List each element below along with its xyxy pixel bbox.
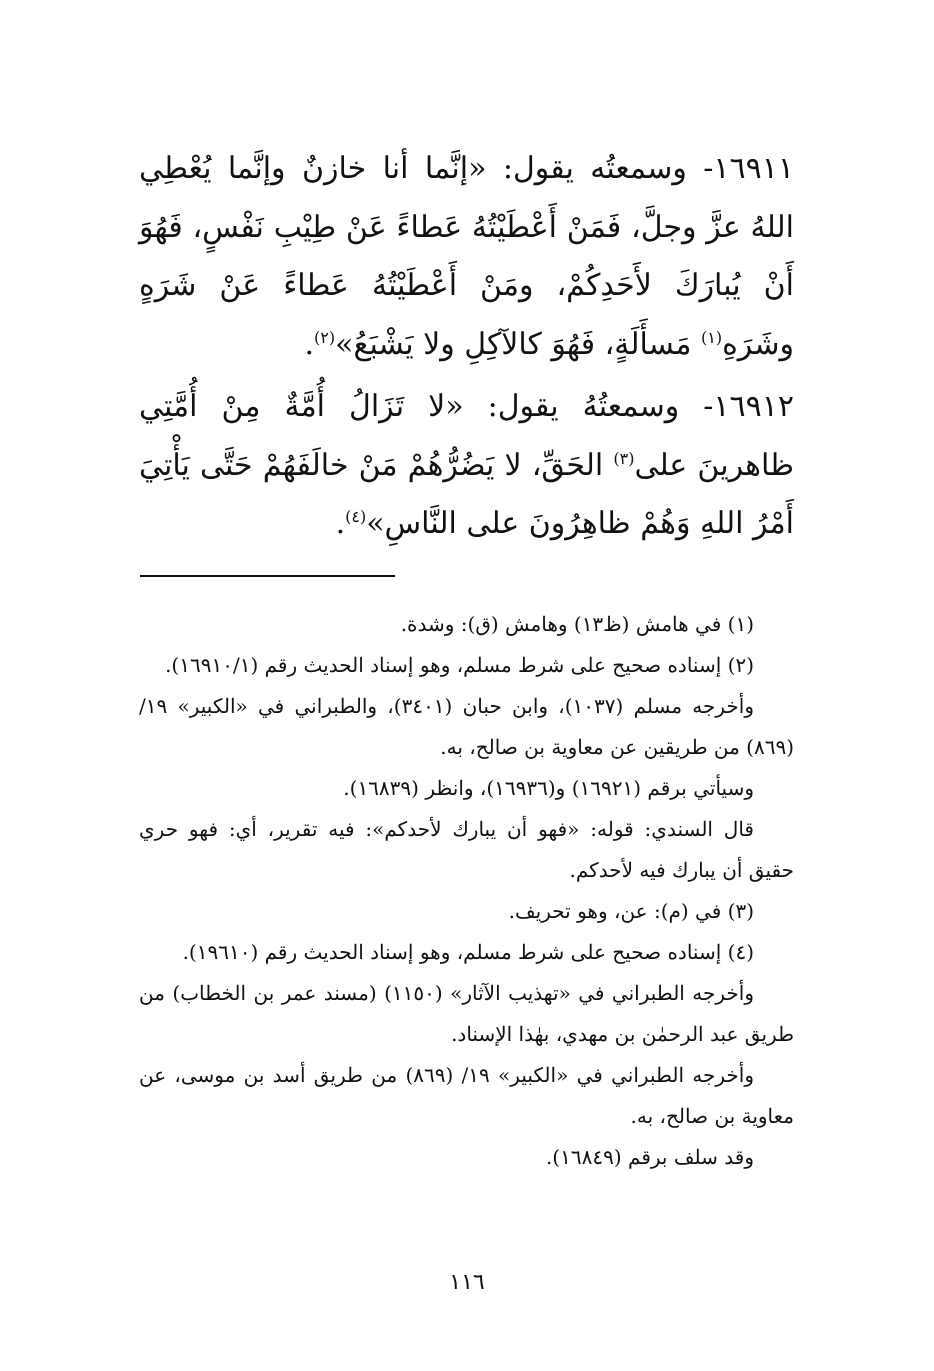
main-text [139,140,794,558]
footnote-2-see-also: وسيأتي برقم (١٦٩٢١) و(١٦٩٣٦)، وانظر (١٦٨٣٩). [343,776,754,800]
footnote-ref-2[interactable]: (٢) [314,327,336,347]
footnote-ref-4[interactable]: (٤) [345,507,367,526]
footnote-1: (١) في هامش (ظ١٣) وهامش (ق): وشدة. [400,612,754,636]
footnote-4-previous: وقد سلف برقم (١٦٨٤٩). [545,1145,754,1169]
footnote-2-sources: وأخرجه مسلم (١٠٣٧)، وابن حبان (٣٤٠١)، والطبراني في «الكبير» ١٩/ (٨٦٩) من طريقين عن معاوية بن صالح، به. [139,694,794,759]
footnote-2: (٢) إسناده صحيح على شرط مسلم، وهو إسناد الحديث رقم (١٦٩١٠/١). [165,653,754,677]
page-number: ١١٦ [449,1270,485,1295]
hadith-16912: ١٦٩١٢- وسمعتُهُ يقول: «لا تَزَالُ أُمَّةٌ مِنْ أُمَّتِي ظاهرينَ على$^{(٣)}$ الحَقِّ، لا يَضُرُّهُمْ مَنْ خالَفَهُمْ حَتَّى يَأْتِيَ أَمْرُ اللهِ وَهُمْ ظاهِرُونَ على النَّاسِ»$^{(٤)}$. [139,389,795,541]
footnote-4-sources-2: وأخرجه الطبراني في «الكبير» ١٩/ (٨٦٩) من طريق أسد بن موسى، عن معاوية بن صالح، به. [139,1063,794,1128]
footnote-separator [140,575,395,577]
footnote-4-sources-1: وأخرجه الطبراني في «تهذيب الآثار» (١١٥٠) (مسند عمر بن الخطاب) من طريق عبد الرحمٰن بن مهدي، بهٰذا الإسناد. [139,981,794,1046]
footnote-2-sindi: قال السندي: قوله: «فهو أن يبارك لأحدكم»: فيه تقرير، أي: فهو حري حقيق أن يبارك فيه لأحدكم. [139,817,794,882]
footnote-ref-3[interactable]: (٣) [613,448,635,468]
footnote-3: (٣) في (م): عن، وهو تحريف. [508,899,754,923]
footnotes [139,604,794,1178]
footnote-ref-1[interactable]: (١) [701,327,723,347]
hadith-16911: ١٦٩١١- وسمعتُه يقول: «إنَّما أنا خازنٌ وإنَّما يُعْطِي اللهُ عزَّ وجلَّ، فَمَنْ أَعْطَيْتُهُ عَطاءً عَنْ طِيْبِ نَفْسٍ، فَهُوَ أَنْ يُبارَكَ لأَحَدِكُمْ، ومَنْ أَعْطَيْتُهُ عَطاءً عَنْ شَرَهٍ وشَرَهِ$^{(١)}$ مَسأَلَةٍ، فَهُوَ كالآكِلِ ولا يَشْبَعُ»$^{(٢)}$. [139,151,794,362]
footnote-4: (٤) إسناده صحيح على شرط مسلم، وهو إسناد الحديث رقم (١٩٦١٠). [182,940,754,964]
